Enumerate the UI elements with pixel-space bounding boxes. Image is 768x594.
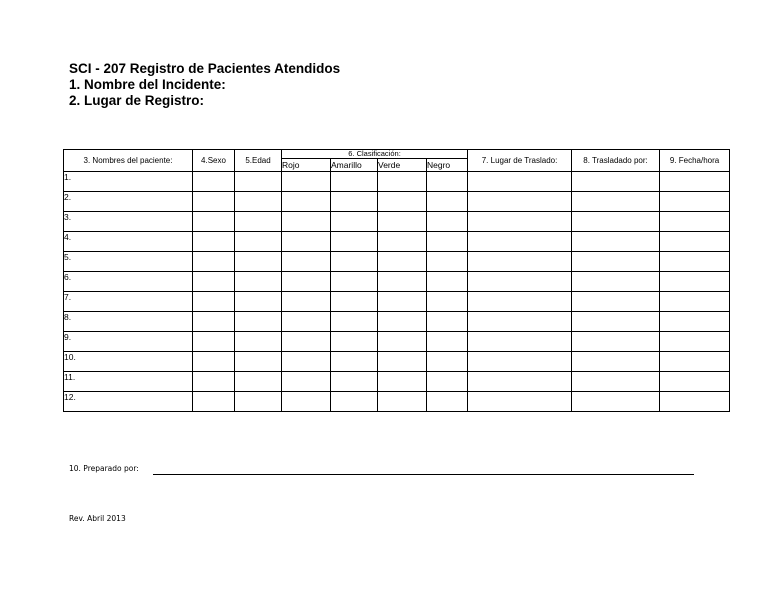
yellow-cell[interactable] [331, 192, 378, 212]
col-header-sex: 4.Sexo [193, 150, 235, 172]
transfer-place-cell[interactable] [468, 212, 572, 232]
green-cell[interactable] [378, 312, 427, 332]
datetime-cell[interactable] [660, 332, 730, 352]
transferred-by-cell[interactable] [572, 372, 660, 392]
revision-note: Rev. Abril 2013 [69, 514, 126, 523]
green-cell[interactable] [378, 232, 427, 252]
sex-cell[interactable] [193, 332, 235, 352]
classification-green: Verde [378, 159, 427, 172]
table-row [64, 332, 730, 352]
patient-name-cell[interactable]: 6. [64, 272, 193, 292]
yellow-cell[interactable] [331, 252, 378, 272]
patient-name-cell[interactable]: 5. [64, 252, 193, 272]
age-cell[interactable] [235, 232, 282, 252]
patient-name-cell[interactable]: 2. [64, 192, 193, 212]
age-cell[interactable] [235, 312, 282, 332]
patient-name-cell[interactable]: 9. [64, 332, 193, 352]
red-cell[interactable] [282, 392, 331, 412]
green-cell[interactable] [378, 392, 427, 412]
prepared-by-section [69, 464, 139, 473]
col-header-age: 5.Edad [235, 150, 282, 172]
yellow-cell[interactable] [331, 392, 378, 412]
age-cell[interactable] [235, 172, 282, 192]
transferred-by-cell[interactable] [572, 232, 660, 252]
table-row [64, 372, 730, 392]
transfer-place-cell[interactable] [468, 252, 572, 272]
black-cell[interactable] [427, 332, 468, 352]
patient-name-cell[interactable]: 7. [64, 292, 193, 312]
patient-name-cell[interactable]: 11. [64, 372, 193, 392]
red-cell[interactable] [282, 372, 331, 392]
transferred-by-cell[interactable] [572, 252, 660, 272]
yellow-cell[interactable] [331, 372, 378, 392]
transfer-place-cell[interactable] [468, 372, 572, 392]
black-cell[interactable] [427, 192, 468, 212]
form-title: SCI - 207 Registro de Pacientes Atendidos [69, 61, 341, 76]
table-row [64, 232, 730, 252]
black-cell[interactable] [427, 212, 468, 232]
col-header-transferred-by: 8. Trasladado por: [572, 150, 660, 172]
age-cell[interactable] [235, 292, 282, 312]
transfer-place-cell[interactable] [468, 172, 572, 192]
black-cell[interactable] [427, 352, 468, 372]
col-header-transfer-place: 7. Lugar de Traslado: [468, 150, 572, 172]
datetime-cell[interactable] [660, 292, 730, 312]
sex-cell[interactable] [193, 312, 235, 332]
sex-cell[interactable] [193, 272, 235, 292]
transfer-place-cell[interactable] [468, 312, 572, 332]
black-cell[interactable] [427, 312, 468, 332]
datetime-cell[interactable] [660, 252, 730, 272]
transfer-place-cell[interactable] [468, 232, 572, 252]
sex-cell[interactable] [193, 352, 235, 372]
patient-name-cell[interactable]: 1. [64, 172, 193, 192]
red-cell[interactable] [282, 172, 331, 192]
col-header-datetime: 9. Fecha/hora [660, 150, 730, 172]
sex-cell[interactable] [193, 172, 235, 192]
classification-black: Negro [427, 159, 468, 172]
red-cell[interactable] [282, 272, 331, 292]
yellow-cell[interactable] [331, 332, 378, 352]
green-cell[interactable] [378, 292, 427, 312]
yellow-cell[interactable] [331, 312, 378, 332]
transferred-by-cell[interactable] [572, 292, 660, 312]
green-cell[interactable] [378, 172, 427, 192]
transferred-by-cell[interactable] [572, 352, 660, 372]
black-cell[interactable] [427, 372, 468, 392]
sex-cell[interactable] [193, 232, 235, 252]
red-cell[interactable] [282, 232, 331, 252]
transferred-by-cell[interactable] [572, 212, 660, 232]
datetime-cell[interactable] [660, 172, 730, 192]
age-cell[interactable] [235, 372, 282, 392]
datetime-cell[interactable] [660, 352, 730, 372]
red-cell[interactable] [282, 332, 331, 352]
table-row [64, 312, 730, 332]
col-header-patient-names: 3. Nombres del paciente: [64, 150, 193, 172]
classification-yellow: Amarillo [331, 159, 378, 172]
age-cell[interactable] [235, 212, 282, 232]
patient-name-cell[interactable]: 12. [64, 392, 193, 412]
green-cell[interactable] [378, 272, 427, 292]
table-row [64, 352, 730, 372]
red-cell[interactable] [282, 352, 331, 372]
table-row [64, 192, 730, 212]
green-cell[interactable] [378, 332, 427, 352]
datetime-cell[interactable] [660, 192, 730, 212]
age-cell[interactable] [235, 332, 282, 352]
age-cell[interactable] [235, 192, 282, 212]
transfer-place-cell[interactable] [468, 272, 572, 292]
classification-red: Rojo [282, 159, 331, 172]
transferred-by-cell[interactable] [572, 392, 660, 412]
table-row [64, 272, 730, 292]
transferred-by-cell[interactable] [572, 192, 660, 212]
incident-name-label: 1. Nombre del Incidente: [69, 77, 226, 92]
age-cell[interactable] [235, 352, 282, 372]
datetime-cell[interactable] [660, 312, 730, 332]
patient-register-table [63, 149, 730, 412]
transfer-place-cell[interactable] [468, 352, 572, 372]
patient-name-cell[interactable]: 4. [64, 232, 193, 252]
black-cell[interactable] [427, 272, 468, 292]
black-cell[interactable] [427, 172, 468, 192]
yellow-cell[interactable] [331, 272, 378, 292]
transfer-place-cell[interactable] [468, 292, 572, 312]
yellow-cell[interactable] [331, 212, 378, 232]
black-cell[interactable] [427, 252, 468, 272]
age-cell[interactable] [235, 272, 282, 292]
age-cell[interactable] [235, 392, 282, 412]
yellow-cell[interactable] [331, 172, 378, 192]
sex-cell[interactable] [193, 252, 235, 272]
table-row [64, 212, 730, 232]
transfer-place-cell[interactable] [468, 392, 572, 412]
yellow-cell[interactable] [331, 232, 378, 252]
col-header-classification: 6. Clasificación: [282, 150, 468, 159]
green-cell[interactable] [378, 192, 427, 212]
registration-place-label: 2. Lugar de Registro: [69, 93, 205, 108]
table-row [64, 172, 730, 192]
transferred-by-cell[interactable] [572, 312, 660, 332]
patient-name-cell[interactable]: 8. [64, 312, 193, 332]
red-cell[interactable] [282, 252, 331, 272]
datetime-cell[interactable] [660, 272, 730, 292]
red-cell[interactable] [282, 212, 331, 232]
black-cell[interactable] [427, 232, 468, 252]
sex-cell[interactable] [193, 392, 235, 412]
green-cell[interactable] [378, 352, 427, 372]
transfer-place-cell[interactable] [468, 332, 572, 352]
transferred-by-cell[interactable] [572, 332, 660, 352]
sex-cell[interactable] [193, 292, 235, 312]
transferred-by-cell[interactable] [572, 172, 660, 192]
transferred-by-cell[interactable] [572, 272, 660, 292]
datetime-cell[interactable] [660, 212, 730, 232]
green-cell[interactable] [378, 212, 427, 232]
table-row [64, 292, 730, 312]
datetime-cell[interactable] [660, 232, 730, 252]
patient-name-cell[interactable]: 3. [64, 212, 193, 232]
transfer-place-cell[interactable] [468, 192, 572, 212]
red-cell[interactable] [282, 192, 331, 212]
age-cell[interactable] [235, 252, 282, 272]
black-cell[interactable] [427, 292, 468, 312]
yellow-cell[interactable] [331, 292, 378, 312]
red-cell[interactable] [282, 292, 331, 312]
patient-name-cell[interactable]: 10. [64, 352, 193, 372]
prepared-by-label: 10. Preparado por: [69, 464, 139, 473]
prepared-by-signature-line[interactable] [153, 474, 694, 475]
green-cell[interactable] [378, 372, 427, 392]
green-cell[interactable] [378, 252, 427, 272]
table-row [64, 392, 730, 412]
datetime-cell[interactable] [660, 392, 730, 412]
sex-cell[interactable] [193, 372, 235, 392]
patient-rows [64, 172, 730, 412]
red-cell[interactable] [282, 312, 331, 332]
black-cell[interactable] [427, 392, 468, 412]
sex-cell[interactable] [193, 212, 235, 232]
datetime-cell[interactable] [660, 372, 730, 392]
sex-cell[interactable] [193, 192, 235, 212]
table-row [64, 252, 730, 272]
form-header [69, 61, 340, 109]
yellow-cell[interactable] [331, 352, 378, 372]
